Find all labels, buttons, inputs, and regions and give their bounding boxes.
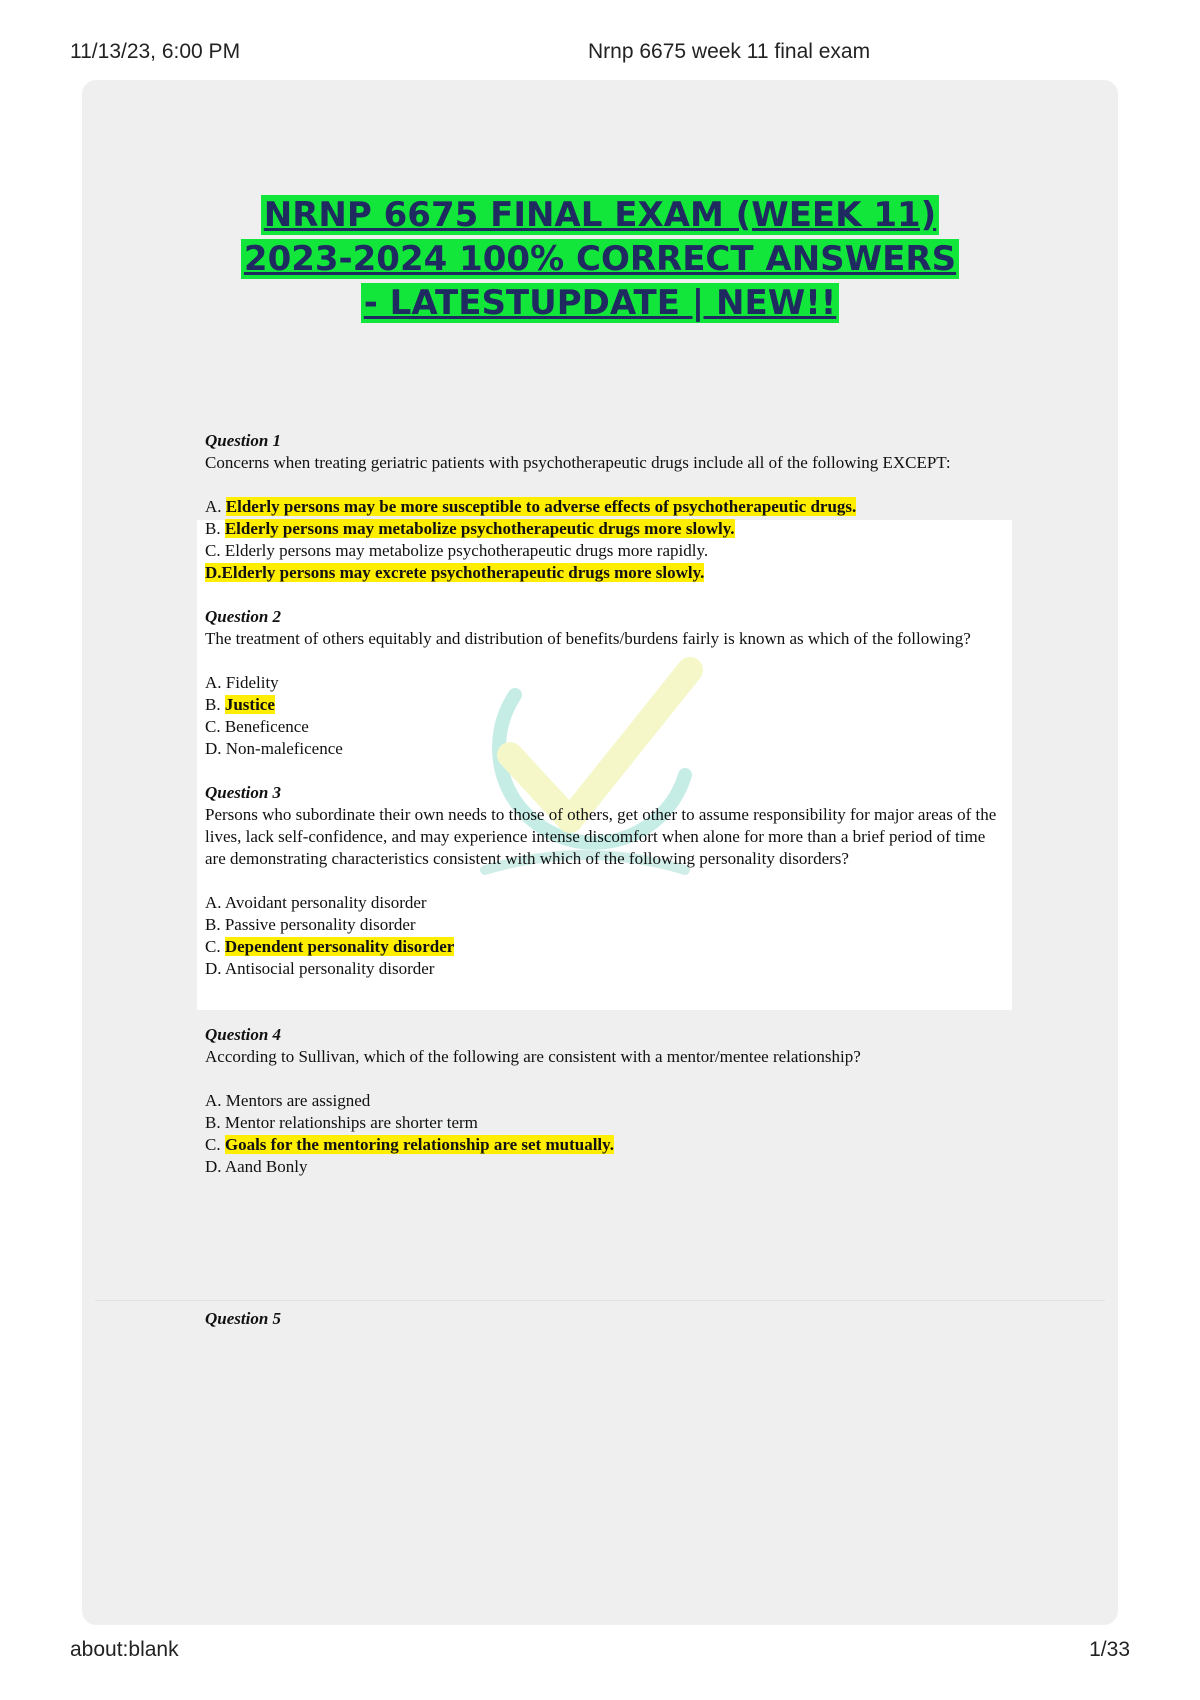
- answer-option: [205, 914, 1005, 936]
- option-text: Aand Bonly: [224, 1157, 308, 1176]
- title-line-3: - LATESTUPDATE | NEW!!: [361, 283, 840, 323]
- option-text: Elderly persons may metabolize psychotherapeutic drugs more rapidly.: [224, 541, 709, 560]
- answer-option: [205, 518, 1005, 540]
- option-text-highlighted: Dependent personality disorder: [224, 937, 455, 956]
- option-letter: D.: [205, 959, 222, 978]
- answer-option: [205, 1112, 1005, 1134]
- option-letter: A.: [205, 497, 222, 516]
- option-letter: C.: [205, 937, 221, 956]
- option-text: Passive personality disorder: [224, 915, 416, 934]
- option-text: Beneficence: [224, 717, 309, 736]
- option-letter: B.: [205, 1113, 221, 1132]
- option-letter: D.: [205, 563, 222, 582]
- option-letter: D.: [205, 739, 222, 758]
- question-label: Question 4: [205, 1025, 282, 1044]
- option-text-highlighted: Justice: [224, 695, 275, 714]
- option-text-highlighted: Elderly persons may excrete psychotherapeutic drugs more slowly.: [221, 563, 705, 582]
- print-page-number: 1/33: [1089, 1638, 1130, 1661]
- option-text-highlighted: Elderly persons may metabolize psychotherapeutic drugs more slowly.: [224, 519, 735, 538]
- option-letter: B.: [205, 519, 221, 538]
- question-text: The treatment of others equitably and distribution of benefits/burdens fairly is known as which of the following?: [205, 629, 971, 648]
- option-text: Mentor relationships are shorter term: [224, 1113, 478, 1132]
- answer-option: [205, 936, 1005, 958]
- option-letter: A.: [205, 1091, 222, 1110]
- option-text: Avoidant personality disorder: [224, 893, 427, 912]
- option-letter: B.: [205, 695, 221, 714]
- option-letter: C.: [205, 717, 221, 736]
- option-text: Fidelity: [225, 673, 279, 692]
- option-letter: D.: [205, 1157, 222, 1176]
- option-letter: C.: [205, 541, 221, 560]
- option-letter: B.: [205, 915, 221, 934]
- answer-option: [205, 716, 1005, 738]
- question-label: Question 2: [205, 607, 282, 626]
- option-text-highlighted: Elderly persons may be more susceptible to adverse effects of psychotherapeutic drugs.: [225, 497, 857, 516]
- answer-option: [205, 694, 1005, 716]
- option-text: Antisocial personality disorder: [224, 959, 435, 978]
- question-text: According to Sullivan, which of the following are consistent with a mentor/mentee relationship?: [205, 1047, 861, 1066]
- answer-option: [205, 958, 1005, 980]
- answer-option: [205, 1156, 1005, 1178]
- answer-option: [205, 496, 1005, 518]
- title-line-1: NRNP 6675 FINAL EXAM (WEEK 11): [261, 195, 939, 235]
- option-letter: C.: [205, 1135, 221, 1154]
- question-label: Question 3: [205, 783, 282, 802]
- questions-content: [205, 430, 1005, 1330]
- option-letter: A.: [205, 673, 222, 692]
- print-doc-title: Nrnp 6675 week 11 final exam: [588, 40, 871, 63]
- option-text: Non-maleficence: [225, 739, 343, 758]
- answer-option: [205, 738, 1005, 760]
- answer-option: [205, 1090, 1005, 1112]
- title-line-2: 2023-2024 100% CORRECT ANSWERS: [241, 239, 959, 279]
- question-text: Concerns when treating geriatric patients with psychotherapeutic drugs include all of the following EXCEPT:: [205, 453, 951, 472]
- question-label: Question 5: [205, 1309, 282, 1328]
- option-text-highlighted: Goals for the mentoring relationship are set mutually.: [224, 1135, 614, 1154]
- answer-option: [205, 672, 1005, 694]
- option-letter: A.: [205, 893, 222, 912]
- page-divider: [95, 1300, 1105, 1301]
- answer-option: [205, 892, 1005, 914]
- print-datetime: 11/13/23, 6:00 PM: [70, 40, 241, 63]
- answer-option: [205, 1134, 1005, 1156]
- option-text: Mentors are assigned: [225, 1091, 371, 1110]
- answer-option: [205, 540, 1005, 562]
- question-label: Question 1: [205, 431, 282, 450]
- print-url: about:blank: [70, 1638, 179, 1661]
- question-text: Persons who subordinate their own needs to those of others, get other to assume responsibility for major areas of the lives, lack self-confidence, and may experience intense discomfort when alone for more than a brief period of time are demonstrating characteristics consistent with which of the following personality disorders?: [205, 805, 997, 868]
- answer-option: [205, 562, 1005, 584]
- document-title: [100, 193, 1100, 325]
